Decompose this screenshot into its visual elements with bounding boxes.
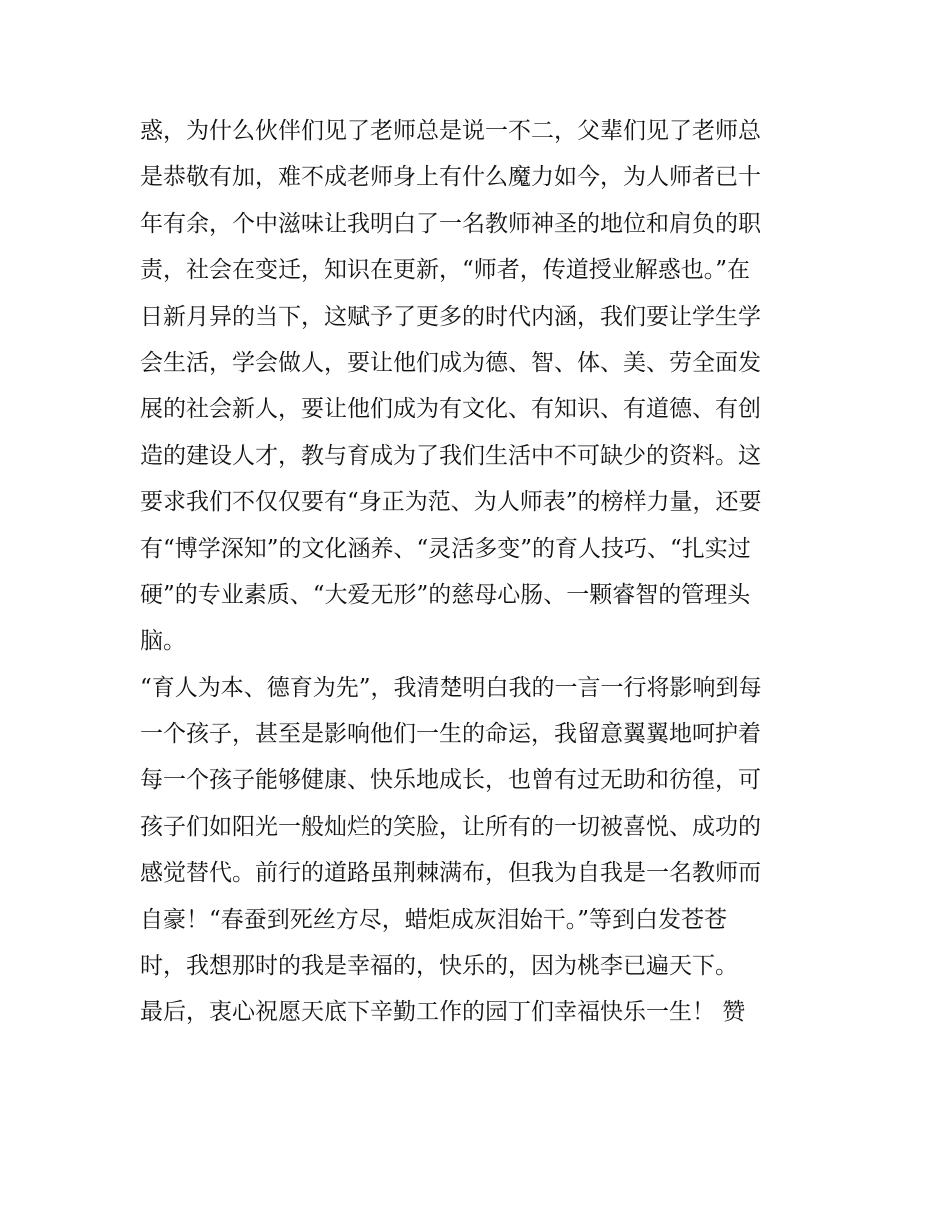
text-line: 会生活，学会做人，要让他们成为德、智、体、美、劳全面发 xyxy=(140,349,761,376)
text-line: 有“博学深知”的文化涵养、“灵活多变”的育人技巧、“扎实过 xyxy=(140,535,751,562)
text-line: “育人为本、德育为先”，我清楚明白我的一言一行将影响到每 xyxy=(140,674,762,701)
text-line: 自豪！“春蚕到死丝方尽，蜡炬成灰泪始干。”等到白发苍苍 xyxy=(140,906,728,933)
text-line: 责，社会在变迁，知识在更新，“师者，传道授业解惑也。”在 xyxy=(140,257,751,284)
text-line: 感觉替代。前行的道路虽荆棘满布，但我为自我是一名教师而 xyxy=(140,860,761,887)
text-line: 硬”的专业素质、“大爱无形”的慈母心肠、一颗睿智的管理头 xyxy=(140,581,751,608)
text-line: 年有余，个中滋味让我明白了一名教师神圣的地位和肩负的职 xyxy=(140,210,761,237)
text-line: 一个孩子，甚至是影响他们一生的命运，我留意翼翼地呵护着 xyxy=(140,721,761,748)
text-line: 最后，衷心祝愿天底下辛勤工作的园丁们幸福快乐一生！ 赞 xyxy=(140,999,746,1026)
text-line: 展的社会新人，要让他们成为有文化、有知识、有道德、有创 xyxy=(140,396,761,423)
text-line: 时，我想那时的我是幸福的，快乐的，因为桃李已遍天下。 xyxy=(140,953,738,980)
text-line: 惑，为什么伙伴们见了老师总是说一不二，父辈们见了老师总 xyxy=(140,118,761,144)
text-line: 孩子们如阳光一般灿烂的笑脸，让所有的一切被喜悦、成功的 xyxy=(140,813,761,840)
text-line: 每一个孩子能够健康、快乐地成长，也曾有过无助和彷徨，可 xyxy=(140,767,761,794)
text-line: 脑。 xyxy=(140,628,186,655)
text-line: 是恭敬有加，难不成老师身上有什么魔力如今，为人师者已十 xyxy=(140,164,761,191)
body-text xyxy=(140,108,816,1036)
text-line: 造的建设人才，教与育成为了我们生活中不可缺少的资料。这 xyxy=(140,442,761,469)
text-line: 要求我们不仅仅要有“身正为范、为人师表”的榜样力量，还要 xyxy=(140,489,762,516)
text-line: 日新月异的当下，这赋予了更多的时代内涵，我们要让学生学 xyxy=(140,303,761,330)
